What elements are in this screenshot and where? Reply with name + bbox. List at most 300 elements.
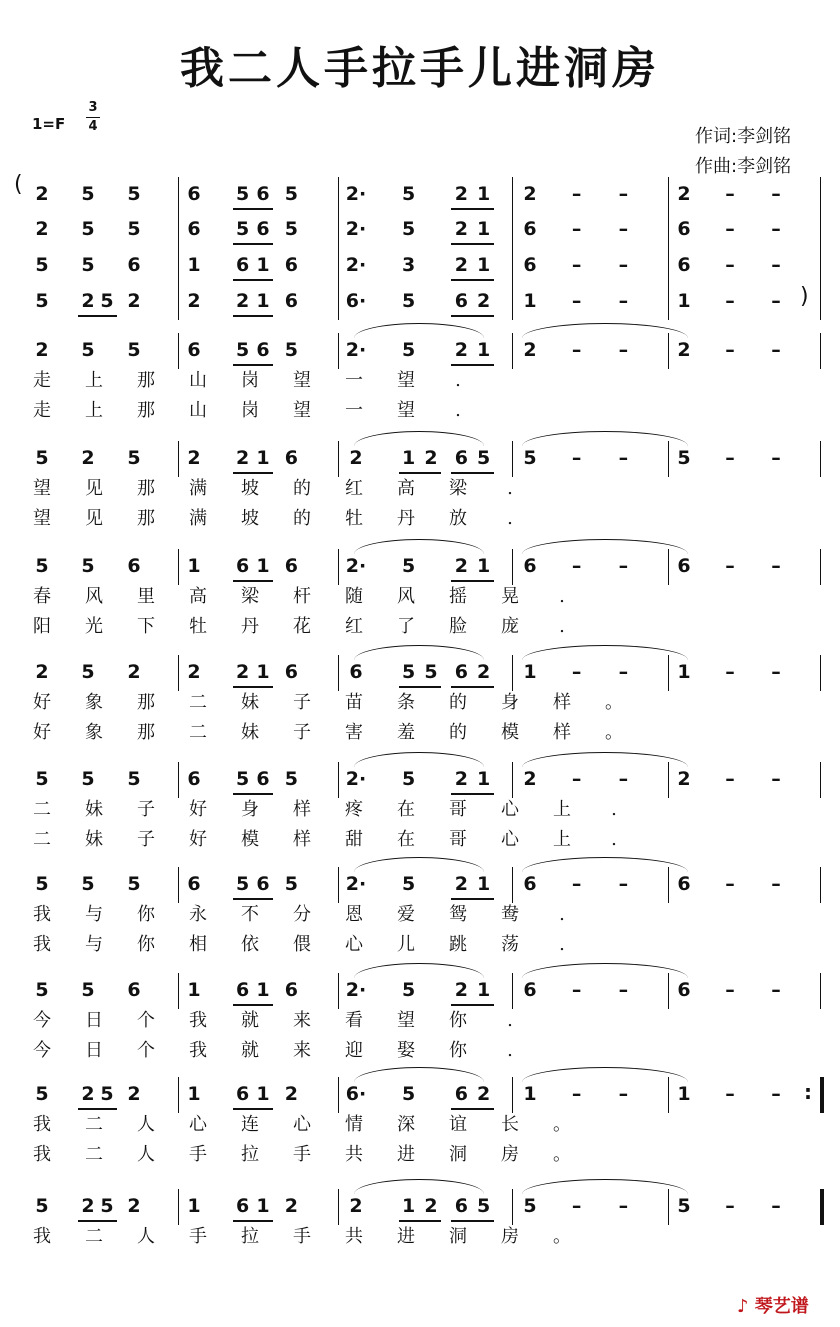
- lyric-char: 坡: [241, 508, 259, 529]
- lyric-char: 今: [33, 1040, 51, 1061]
- barline: [668, 1077, 669, 1113]
- barline: [512, 212, 513, 248]
- lyric-char: 的: [293, 478, 311, 499]
- note: 5: [81, 555, 95, 577]
- note: 1: [477, 979, 491, 1001]
- lyric-char: 那: [137, 692, 155, 713]
- lyric-char: 。: [605, 722, 623, 743]
- note: –: [771, 254, 781, 276]
- note: 1: [677, 661, 691, 683]
- note: 1: [256, 1083, 270, 1105]
- note: 2: [284, 1083, 298, 1105]
- slur: [522, 857, 688, 872]
- lyric-char: 我: [33, 1144, 51, 1165]
- note: 2·: [345, 873, 367, 895]
- lyric-line-1: [0, 691, 840, 717]
- lyric-char: 你: [137, 904, 155, 925]
- lyric-char: 那: [137, 508, 155, 529]
- barline: [668, 973, 669, 1009]
- note: 2: [35, 218, 49, 240]
- note: –: [725, 447, 735, 469]
- note: 2: [677, 339, 691, 361]
- note: 5: [284, 873, 298, 895]
- lyric-char: 好: [189, 829, 207, 850]
- barline: [338, 1189, 339, 1225]
- note: 1: [256, 555, 270, 577]
- note: 2: [81, 1195, 95, 1217]
- note: 5: [81, 768, 95, 790]
- note: 1: [677, 290, 691, 312]
- note: –: [725, 1195, 735, 1217]
- lyric-char: 你: [449, 1010, 467, 1031]
- verse-notes-row: [0, 973, 840, 1009]
- lyric-char: 象: [85, 722, 103, 743]
- beam: [451, 364, 493, 366]
- lyric-char: 房: [501, 1144, 519, 1165]
- lyric-char: 妹: [241, 722, 259, 743]
- lyric-char: 望: [33, 478, 51, 499]
- note: 1: [187, 1195, 201, 1217]
- note: 5: [35, 447, 49, 469]
- note: 6: [523, 254, 537, 276]
- lyric-char: 害: [345, 722, 363, 743]
- note: –: [725, 1083, 735, 1105]
- lyric-char: .: [559, 934, 565, 955]
- note: 2: [236, 290, 250, 312]
- lyric-char: 日: [85, 1040, 103, 1061]
- lyric-char: 妹: [85, 829, 103, 850]
- barline: [338, 655, 339, 691]
- note: –: [771, 339, 781, 361]
- lyric-char: 晃: [501, 586, 519, 607]
- note: 6: [454, 1083, 468, 1105]
- note: 1: [523, 661, 537, 683]
- note: 6: [677, 555, 691, 577]
- note: 2: [454, 555, 468, 577]
- note: –: [771, 1083, 781, 1105]
- beam: [399, 472, 441, 474]
- note: 2: [81, 447, 95, 469]
- lyric-char: .: [507, 508, 513, 529]
- lyric-char: 风: [397, 586, 415, 607]
- note: 5: [402, 1083, 416, 1105]
- beam: [78, 315, 117, 317]
- note: 6: [454, 661, 468, 683]
- lyric-char: 洞: [449, 1226, 467, 1247]
- barline: [820, 762, 821, 798]
- note: 5: [236, 218, 250, 240]
- note: 6: [454, 447, 468, 469]
- barline: [338, 549, 339, 585]
- lyric-char: .: [611, 829, 617, 850]
- note: 5: [81, 183, 95, 205]
- lyric-char: 山: [189, 370, 207, 391]
- note: 1: [477, 218, 491, 240]
- note: 1: [256, 254, 270, 276]
- note: –: [771, 1195, 781, 1217]
- beam: [233, 686, 273, 688]
- barline: [512, 655, 513, 691]
- note: 6: [284, 661, 298, 683]
- note: 6: [187, 218, 201, 240]
- watermark-logo: [737, 1292, 809, 1318]
- note: 6·: [345, 1083, 367, 1105]
- note: –: [771, 218, 781, 240]
- slur: [354, 645, 484, 660]
- beam: [233, 208, 273, 210]
- note: 2: [454, 218, 468, 240]
- verse-notes-row: [0, 441, 840, 477]
- note: 6: [256, 339, 270, 361]
- lyric-line-1: [0, 585, 840, 611]
- note: 5: [35, 290, 49, 312]
- note: 6: [256, 768, 270, 790]
- barline: [512, 867, 513, 903]
- lyric-line-2: [0, 399, 840, 425]
- lyric-char: .: [559, 904, 565, 925]
- note: 5: [35, 1195, 49, 1217]
- barline: [178, 1077, 179, 1113]
- note: 5: [35, 1083, 49, 1105]
- note: –: [771, 183, 781, 205]
- barline: [338, 333, 339, 369]
- note: 1: [477, 873, 491, 895]
- note: 5: [284, 183, 298, 205]
- lyric-char: 望: [397, 400, 415, 421]
- note: 6: [236, 555, 250, 577]
- note: 1: [477, 555, 491, 577]
- note: 2·: [345, 254, 367, 276]
- intro-row: [0, 177, 840, 213]
- note: 5: [81, 661, 95, 683]
- note: 2·: [345, 768, 367, 790]
- lyric-char: 上: [85, 370, 103, 391]
- note: –: [618, 254, 629, 276]
- note: 6: [256, 183, 270, 205]
- barline: [512, 973, 513, 1009]
- note: 5: [523, 1195, 537, 1217]
- barline: [668, 177, 669, 213]
- lyric-char: 丹: [397, 508, 415, 529]
- lyric-char: 子: [293, 692, 311, 713]
- slur: [354, 1067, 484, 1082]
- key-signature: 1=F: [32, 115, 66, 133]
- lyric-char: 走: [33, 370, 51, 391]
- note: 2: [477, 290, 491, 312]
- lyric-char: .: [507, 1010, 513, 1031]
- note: –: [618, 1083, 629, 1105]
- lyric-char: 高: [189, 586, 207, 607]
- lyric-char: 样: [553, 722, 571, 743]
- note: –: [571, 1195, 582, 1217]
- slur: [354, 1179, 484, 1194]
- note: 5: [236, 768, 250, 790]
- lyric-char: 上: [553, 799, 571, 820]
- beam: [451, 279, 493, 281]
- lyric-char: 二: [33, 799, 51, 820]
- beam: [451, 1108, 493, 1110]
- lyric-char: 条: [397, 692, 415, 713]
- lyric-char: 与: [85, 904, 103, 925]
- note: 5: [284, 339, 298, 361]
- lyric-line-2: [0, 615, 840, 641]
- beam: [233, 472, 273, 474]
- lyric-char: 心: [345, 934, 363, 955]
- note: 1: [256, 661, 270, 683]
- note: 5: [127, 873, 141, 895]
- lyric-char: 的: [293, 508, 311, 529]
- note: 1: [477, 768, 491, 790]
- note: 5: [127, 447, 141, 469]
- note: 6: [523, 218, 537, 240]
- lyric-char: 长: [501, 1114, 519, 1135]
- lyric-char: 荡: [501, 934, 519, 955]
- note: 6: [187, 339, 201, 361]
- lyric-char: 随: [345, 586, 363, 607]
- note: 2: [424, 1195, 438, 1217]
- lyric-char: 分: [293, 904, 311, 925]
- lyric-char: 阳: [33, 616, 51, 637]
- barline: [820, 441, 821, 477]
- note: –: [771, 290, 781, 312]
- beam: [451, 793, 493, 795]
- lyric-char: 迎: [345, 1040, 363, 1061]
- lyric-char: 人: [137, 1114, 155, 1135]
- note: 5: [402, 555, 416, 577]
- slur: [522, 1179, 688, 1194]
- close-paren: ): [800, 284, 809, 309]
- note: 5: [81, 873, 95, 895]
- lyric-char: 跳: [449, 934, 467, 955]
- note: 2: [187, 661, 201, 683]
- lyric-char: 连: [241, 1114, 259, 1135]
- lyric-char: 那: [137, 478, 155, 499]
- note: 2: [127, 290, 141, 312]
- note: –: [725, 290, 735, 312]
- note: –: [725, 979, 735, 1001]
- lyric-char: 下: [137, 616, 155, 637]
- composer: 作曲:李剑铭: [695, 156, 792, 177]
- lyric-char: 我: [33, 1226, 51, 1247]
- lyric-char: 一: [345, 400, 363, 421]
- note: 2: [81, 290, 95, 312]
- note: 5: [100, 290, 114, 312]
- note: 6: [284, 447, 298, 469]
- note: 6: [236, 254, 250, 276]
- note: 1: [523, 290, 537, 312]
- note: 5: [677, 1195, 691, 1217]
- slur: [354, 752, 484, 767]
- barline: [512, 441, 513, 477]
- lyric-char: .: [507, 478, 513, 499]
- lyric-char: 岗: [241, 400, 259, 421]
- lyric-char: 手: [293, 1144, 311, 1165]
- note: 6: [523, 873, 537, 895]
- note: 6: [677, 873, 691, 895]
- lyric-char: 那: [137, 370, 155, 391]
- note: –: [771, 979, 781, 1001]
- lyric-char: .: [559, 616, 565, 637]
- lyric-char: 那: [137, 722, 155, 743]
- lyricist: 作词:李剑铭: [695, 126, 792, 147]
- beam: [451, 580, 493, 582]
- note: 2: [454, 873, 468, 895]
- note: –: [571, 661, 582, 683]
- lyric-char: 身: [501, 692, 519, 713]
- note: 1: [187, 1083, 201, 1105]
- lyric-char: 妹: [241, 692, 259, 713]
- barline: [338, 762, 339, 798]
- barline: [820, 655, 821, 691]
- note: 6: [256, 218, 270, 240]
- beam: [233, 898, 273, 900]
- note: 2: [127, 1083, 141, 1105]
- slur: [522, 323, 688, 338]
- note: 6·: [345, 290, 367, 312]
- note: 1: [477, 254, 491, 276]
- note: 2: [523, 768, 537, 790]
- beam: [233, 1108, 273, 1110]
- beam: [233, 1220, 273, 1222]
- note: 6: [349, 661, 363, 683]
- note: 2: [523, 183, 537, 205]
- note: 2·: [345, 339, 367, 361]
- barline: [178, 248, 179, 284]
- lyric-char: 深: [397, 1114, 415, 1135]
- lyric-char: 牡: [345, 508, 363, 529]
- lyric-char: 坡: [241, 478, 259, 499]
- lyric-char: 丹: [241, 616, 259, 637]
- lyric-char: 个: [137, 1010, 155, 1031]
- barline: [820, 333, 821, 369]
- note: 5: [127, 183, 141, 205]
- note: 1: [477, 183, 491, 205]
- note: 5: [402, 290, 416, 312]
- lyric-line-1: [0, 369, 840, 395]
- note: 2: [454, 183, 468, 205]
- lyric-char: 二: [33, 829, 51, 850]
- barline: [668, 284, 669, 320]
- lyric-char: 日: [85, 1010, 103, 1031]
- note: 5: [402, 183, 416, 205]
- lyric-char: 红: [345, 616, 363, 637]
- note: –: [571, 979, 582, 1001]
- lyric-char: 儿: [397, 934, 415, 955]
- lyric-char: 花: [293, 616, 311, 637]
- barline: [338, 1077, 339, 1113]
- beam: [399, 1220, 441, 1222]
- note: 6: [187, 183, 201, 205]
- lyric-char: 共: [345, 1226, 363, 1247]
- verse-notes-row: [0, 549, 840, 585]
- lyric-char: 。: [553, 1226, 571, 1247]
- barline: [668, 248, 669, 284]
- barline: [512, 333, 513, 369]
- note: 2: [236, 447, 250, 469]
- note: 6: [236, 1195, 250, 1217]
- beam: [233, 580, 273, 582]
- slur: [354, 539, 484, 554]
- barline: [512, 1189, 513, 1225]
- lyric-char: .: [559, 586, 565, 607]
- note: 5: [127, 339, 141, 361]
- note: 2: [349, 1195, 363, 1217]
- lyric-char: 二: [85, 1114, 103, 1135]
- lyric-char: 恩: [345, 904, 363, 925]
- note: 2: [35, 183, 49, 205]
- lyric-char: 手: [189, 1226, 207, 1247]
- note: –: [725, 768, 735, 790]
- lyric-char: 看: [345, 1010, 363, 1031]
- lyric-char: 谊: [449, 1114, 467, 1135]
- logo-text: 琴艺谱: [754, 1296, 809, 1317]
- lyric-char: 我: [189, 1040, 207, 1061]
- lyric-char: 妹: [85, 799, 103, 820]
- note: –: [725, 218, 735, 240]
- note: 1: [187, 254, 201, 276]
- note: 6: [284, 290, 298, 312]
- slur: [522, 752, 688, 767]
- lyric-char: 房: [501, 1226, 519, 1247]
- note: 5: [35, 555, 49, 577]
- note: –: [571, 873, 582, 895]
- note: 6: [677, 979, 691, 1001]
- note: 6: [127, 555, 141, 577]
- note: 1: [402, 447, 416, 469]
- lyric-char: 望: [397, 370, 415, 391]
- note: 5: [236, 183, 250, 205]
- note: –: [618, 979, 629, 1001]
- time-signature-bottom: 4: [88, 119, 98, 134]
- note: 2: [477, 1083, 491, 1105]
- note: 6: [677, 254, 691, 276]
- note: 1: [677, 1083, 691, 1105]
- note: 2: [35, 661, 49, 683]
- lyric-char: 手: [189, 1144, 207, 1165]
- barline: [178, 333, 179, 369]
- note: –: [618, 661, 629, 683]
- note: 2: [349, 447, 363, 469]
- lyric-char: 哥: [449, 829, 467, 850]
- note: –: [618, 183, 629, 205]
- beam: [233, 315, 273, 317]
- lyric-char: 红: [345, 478, 363, 499]
- note: 5: [81, 339, 95, 361]
- barline: [338, 441, 339, 477]
- lyric-char: 鸳: [449, 904, 467, 925]
- note: –: [725, 183, 735, 205]
- barline: [512, 1077, 513, 1113]
- lyric-char: 二: [85, 1144, 103, 1165]
- beam: [451, 208, 493, 210]
- lyric-char: 娶: [397, 1040, 415, 1061]
- note: –: [771, 873, 781, 895]
- lyric-char: .: [455, 400, 461, 421]
- lyric-char: 满: [189, 508, 207, 529]
- barline: [338, 973, 339, 1009]
- note: 5: [523, 447, 537, 469]
- beam: [451, 472, 493, 474]
- verse-notes-row: [0, 655, 840, 691]
- lyric-char: 样: [553, 692, 571, 713]
- lyric-char: 模: [241, 829, 259, 850]
- lyric-char: 庞: [501, 616, 519, 637]
- note: 2: [35, 339, 49, 361]
- note: 5: [35, 254, 49, 276]
- intro-row: [0, 284, 840, 320]
- note: 6: [187, 768, 201, 790]
- lyric-char: 个: [137, 1040, 155, 1061]
